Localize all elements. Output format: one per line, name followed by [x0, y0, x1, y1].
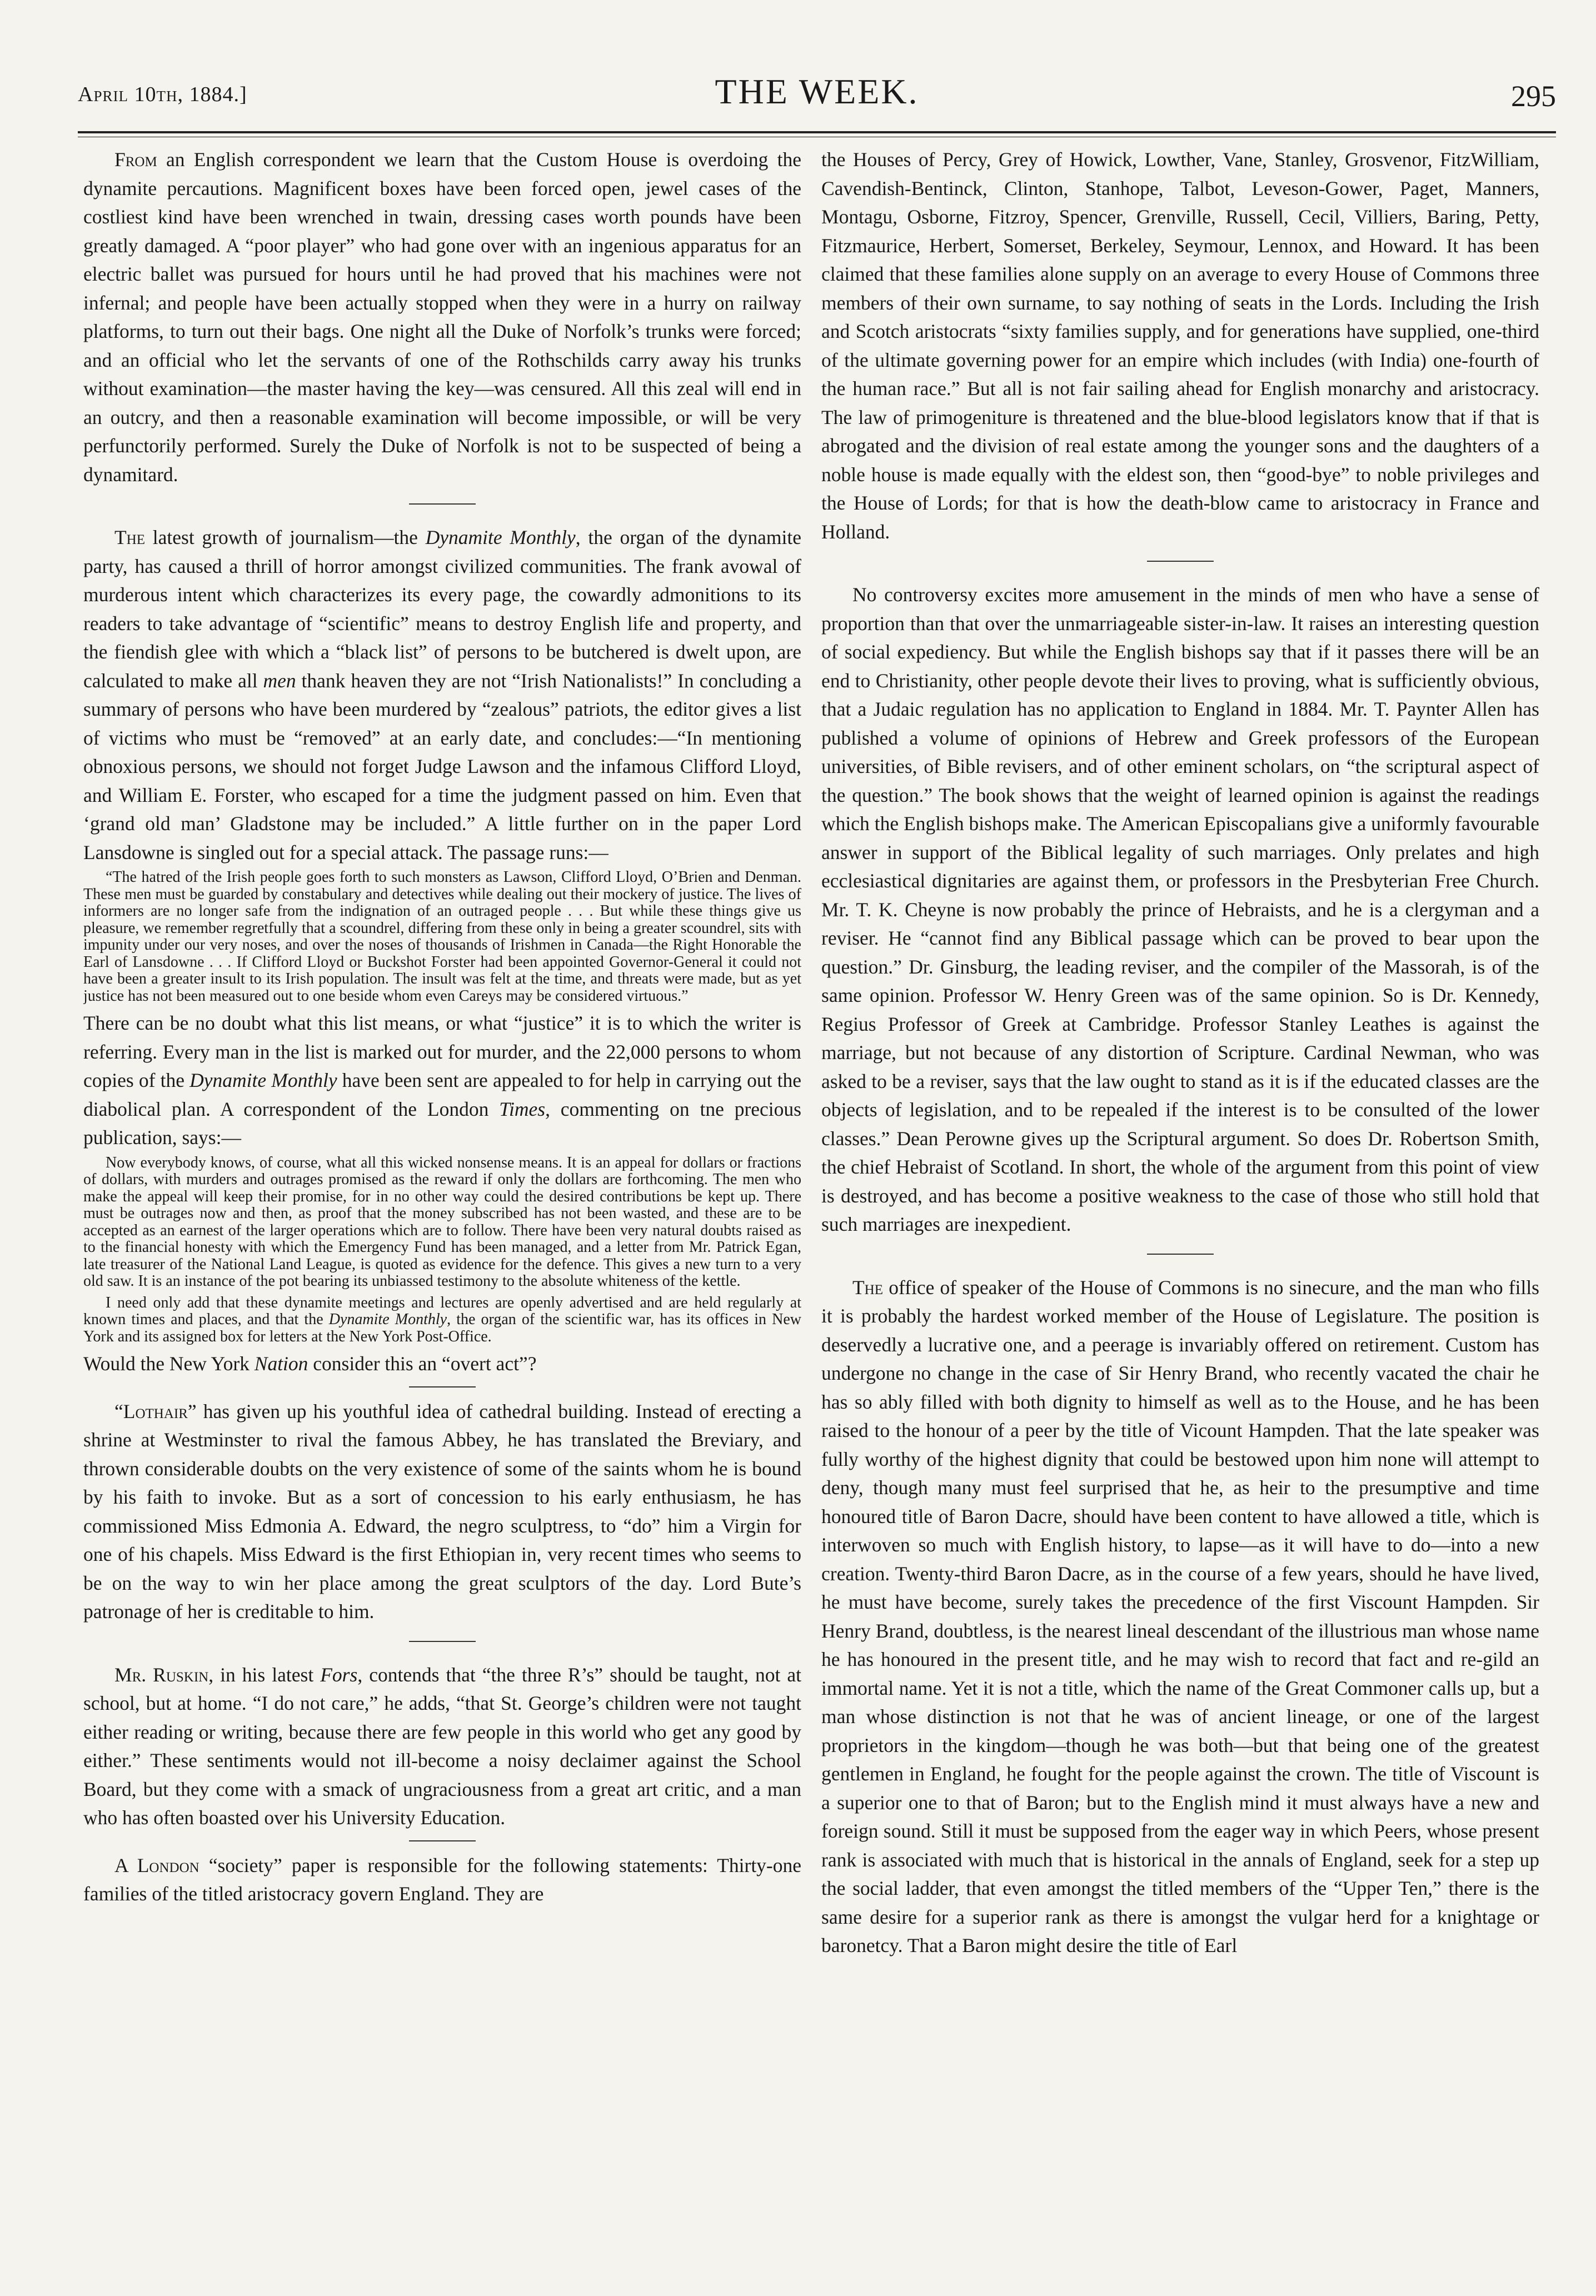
paragraph-text: has given up his youthful idea of cathedral building. Instead of erecting a shrine at Westminster to rival the famous Abbey, he has translated the Breviary, and thrown considerable doubts on the very existence of some of the saints whom he is bound by his faith to invoke. But as a sort of concession to his early enthusiasm, he has commissioned Miss Edmonia A. Edward, the negro sculptress, to “do” him a Virgin for one of his chapels. Miss Edward is the first Ethiopian in, very recent times who seems to be on the way to win her place among the great sculptors of the day. Lord Bute’s patronage of her is creditable to him. — [83, 1400, 801, 1623]
periodical-title: Times — [499, 1097, 546, 1120]
lead-word: From — [114, 148, 157, 171]
text-run: , contends that “the three R’s” should be taught, not at school, but at home. “I do not care,” he adds, “that St. George’s children were not taught either reading or writing, because there are few people in this world who get any good by either.” These sentiments would not ill-become a noisy declaimer against the School Board, but they come with a smack of ungraciousness from a great art critic, and a man who has often boasted over his University Education. — [83, 1663, 801, 1829]
paragraph-custom-house — [83, 146, 801, 489]
paragraph-lothair — [83, 1397, 801, 1626]
paragraph-text: office of speaker of the House of Commons is no sinecure, and the man who fills it is probably the hardest worked member of the House of Legislature. The position is deservedly a lucrative one, and a peerage is invariably offered on retirement. Custom has undergone no change in the case of Sir Henry Brand, who recently vacated the chair he has so ably filled with both dignity to himself as well as to the House, and he has been raised to the honour of a peer by the title of Vicount Hampden. That the late speaker was fully worthy of the highest dignity that could be bestowed upon him none will attempt to deny, though many must feel surprised that he, as heir to the presumptive and time honoured title of Baron Dacre, should have been content to have allowed a title, which is interwoven so much with English history, to lapse—as it will have to do—into a new creation. Twenty-third Baron Dacre, as in the course of a few years, should he have lived, he must have become, surely takes the precedence of the first Viscount Hampden. Sir Henry Brand, doubtless, is the nearest lineal descendant of the illustrious man whose name he has honoured in the present title, and he may wish to record that fact and re-gild an immortal name. Yet it is not a title, which the name of the Great Commoner calls up, but a man whose distinction is not that he was of ancient lineage, or one of the largest proprietors in the kingdom—though he was both—but that being one of the greatest gentlemen in England, he fought for the people against the crown. The title of Viscount is a superior one to that of Baron; but to the English mind it must always have a new and foreign sound. Still it must be supposed from the eager way in which Peers, whose present rank is associated with much that is historical in the annals of England, seek for a step up the social ladder, that even amongst the titled members of the “Upper Ten,” there is the same desire for a superior rank as there is amongst the vulgar herd for a knightage or baronetcy. That a Baron might desire the title of Earl — [821, 1276, 1539, 1956]
paragraph-speaker — [821, 1274, 1539, 1960]
emphasis: men — [263, 669, 296, 692]
section-divider — [409, 1840, 476, 1841]
paragraph-black-list — [83, 1009, 801, 1152]
lead-word: A London — [114, 1854, 200, 1876]
periodical-title: Nation — [254, 1352, 308, 1375]
left-column — [83, 146, 801, 2268]
section-divider — [409, 1641, 476, 1642]
section-divider — [1147, 1254, 1214, 1255]
journal-title: THE WEEK. — [715, 72, 919, 111]
lead-word: Mr. Ruskin — [114, 1663, 209, 1686]
paragraph-overt-act — [83, 1350, 801, 1379]
lead-word: “Lothair” — [114, 1400, 197, 1422]
paragraph-dynamite-monthly — [83, 523, 801, 867]
text-run: Would the New York — [83, 1352, 255, 1375]
text-run: , in his latest — [208, 1663, 321, 1686]
block-quote-times-correspondent-2 — [83, 1295, 801, 1346]
paragraph-ruskin — [83, 1661, 801, 1833]
paragraph-text: “society” paper is responsible for the following statements: Thirty-one families of the titled aristocracy govern England. They are — [83, 1854, 801, 1905]
block-quote-dynamite-monthly: “The hatred of the Irish people goes forth to such monsters as Lawson, Clifford Lloyd, O’Brien and Denman. These men must be guarded by constabulary and detectives while dealing out their mockery of justice. The lives of informers are no longer safe from the indignation of an outraged people . . . But while these things give us pleasure, we remember regretfully that a scoundrel, differing from these only in being a greater scoundrel, sits with impunity under our very noses, and over the noses of thousands of Irishmen in Canada—the Right Honorable the Earl of Lansdowne . . . If Clifford Lloyd or Buckshot Forster had been appointed Governor-General it could not have been a greater insult to its Irish population. The insult was felt at the time, and threats were made, but as yet justice has not been measured out to one beside whom even Careys may be considered virtuous.” — [83, 869, 801, 1005]
header-rule — [78, 131, 1556, 137]
lead-word: The — [852, 1276, 884, 1299]
text-run: thank heaven they are not “Irish Nationalists!” In concluding a summary of persons who have been murdered by “zealous” patriots, the editor gives a list of victims who must be “removed” at an early date, and concludes:—“In mentioning obnoxious persons, we should not forget Judge Lawson and the infamous Clifford Lloyd, and William E. Forster, who escaped for a time the judgment passed on him. Even that ‘grand old man’ Gladstone may be included.” A little further on in the paper Lord Lansdowne is singled out for a special attack. The passage runs:— — [83, 669, 801, 864]
text-run: latest growth of journalism—the — [145, 526, 426, 548]
periodical-title: Dynamite Monthly — [425, 526, 576, 548]
running-header — [78, 67, 1556, 139]
text-run: have been sent are appealed to for help in carrying out the diabolical plan. A correspondent of the London — [83, 1069, 801, 1120]
block-quote-times-correspondent: Now everybody knows, of course, what all this wicked nonsense means. It is an appeal for dollars or fractions of dollars, with murders and outrages promised as the reward if only the dollars are forthcoming. The men who make the appeal will keep their promise, for in no other way could the desired contributions be kept up. There must be outrages now and then, as proof that the money subscribed has not been wasted, and these are to be accepted as an earnest of the larger operations which are to follow. There have been very natural doubts raised as to the financial honesty with which the Emergency Fund has been managed, and a letter from Mr. Patrick Egan, late treasurer of the National Land League, is quoted as evidence for the defence. This gives a new turn to a very old saw. It is an instance of the pot bearing its unbiassed testimony to the absolute whiteness of the kettle. — [83, 1154, 801, 1290]
text-run: I need only add that these dynamite meetings and lectures are openly advertised and are held regularly at known times and places, and that the — [83, 1294, 801, 1328]
periodical-title: Dynamite Monthly — [328, 1311, 447, 1328]
text-run: , the organ of the dynamite party, has caused a thrill of horror amongst civilized communities. The frank avowal of murderous intent which characterizes its every page, the cowardly admonitions to its readers to take advantage of “scientific” means to destroy English life and property, and the fiendish glee with which a “black list” of persons to be butchered is dwelt upon, are calculated to make all — [83, 526, 801, 692]
paragraph-sister-in-law: No controversy excites more amusement in the minds of men who have a sense of proportion than that over the unmarriageable sister-in-law. It raises an interesting question of social expediency. But while the English bishops say that if it passes there will be an end to Christianity, other people devote their lives to proving, what is sufficiently obvious, that a Judaic regulation has no application to England in 1884. Mr. T. Paynter Allen has published a volume of opinions of Hebrew and Greek professors of the European universities, of Bible revisers, and of other eminent scholars, on “the scriptural aspect of the question.” The book shows that the weight of learned opinion is against the readings which the English bishops make. The American Episcopalians give a uniformly favourable answer in support of the Biblical legality of such marriages. Only prelates and high ecclesiastical dignitaries are against them, or professors in the Presbyterian Free Church. Mr. T. K. Cheyne is now probably the prince of Hebraists, and he is a clergyman and a reviser. He “cannot find any Biblical passage which can be proved to bear upon the question.” Dr. Ginsburg, the leading reviser, and the compiler of the Massorah, is of the same opinion. Professor W. Henry Green was of the same opinion. So is Dr. Kennedy, Regius Professor of Greek at Cambridge. Professor Stanley Leathes is against the marriage, but not because of any distortion of Scripture. Cardinal Newman, who was asked to be a reviser, says that the law ought to stand as it is if the educated classes are the objects of legislation, and to be repealed if the interest is to be consulted of the lower classes.” Dean Perowne gives up the Scriptural argument. So does Dr. Robertson Smith, the chief Hebraist of Scotland. In short, the whole of the argument from this point of view is destroyed, and has become a positive weakness to the case of those who still hold that such marriages are inexpedient. — [821, 583, 1539, 1235]
text-run: consider this an “overt act”? — [308, 1352, 537, 1375]
text-run: , the organ of the scientific war, has its offices in New York and its assigned box for letters at the New York Post-Office. — [83, 1311, 801, 1345]
paragraph-text: an English correspondent we learn that the Custom House is overdoing the dynamite percautions. Magnificent boxes have been forced open, jewel cases of the costliest kind have been wrenched in twain, dressing cases worth pounds have been greatly damaged. A “poor player” who had gone over with an ingenious apparatus for an electric ballet was pursued for hours until he had proved that his machines were not infernal; and people have been actually stopped when they were in a hurry on railway platforms, to turn out their bags. One night all the Duke of Norfolk’s trunks were forced; and an official who let the servants of one of the Rothschilds carry away his trunks without examination—the master having the key—was censured. All this zeal will end in an outcry, and then a reasonable examination will become impossible, or will be very perfunctorily performed. Surely the Duke of Norfolk is not to be suspected of being a dynamitard. — [83, 148, 801, 486]
periodical-title: Dynamite Monthly — [189, 1069, 337, 1091]
text-run: , commenting on tne precious publication, says:— — [83, 1097, 801, 1149]
paragraph-aristocracy-continued: the Houses of Percy, Grey of Howick, Lowther, Vane, Stanley, Grosvenor, FitzWilliam, Cavendish-Bentinck, Clinton, Stanhope, Talbot, Leveson-Gower, Paget, Manners, Montagu, Osborne, Fitzroy, Spencer, Grenville, Russell, Cecil, Villiers, Baring, Petty, Fitzmaurice, Herbert, Somerset, Berkeley, Seymour, Lennox, and Howard. It has been claimed that these families alone supply on an average to every House of Commons three members of their own surname, to say nothing of seats in the Lords. Including the Irish and Scotch aristocrats “sixty families supply, and for generations have supplied, one-third of the ultimate governing power for an empire which includes (with India) one-fourth of the human race.” But all is not fair sailing ahead for English monarchy and aristocracy. The law of primogeniture is threatened and the blue-blood legislators know that if that is abrogated and the division of real estate among the younger sons and the daughters of a noble house is made equally with the eldest son, then “good-bye” to noble privileges and the House of Lords; for that is how the death-blow came to aristocracy in France and Holland. — [821, 148, 1539, 543]
issue-date: April 10th, 1884.] — [78, 83, 247, 106]
paragraph-society-paper — [83, 1851, 801, 1909]
section-divider — [409, 503, 476, 505]
periodical-title: Fors — [320, 1663, 358, 1686]
text-run: There can be no doubt what this list means, or what “justice” it is to which the writer is referring. Every man in the list is marked out for murder, and the 22,000 persons to whom copies of the — [83, 1012, 801, 1091]
page-number: 295 — [1511, 79, 1556, 113]
section-divider — [1147, 561, 1214, 562]
lead-word: The — [114, 526, 146, 548]
right-column — [821, 146, 1539, 2268]
section-divider — [409, 1386, 476, 1387]
